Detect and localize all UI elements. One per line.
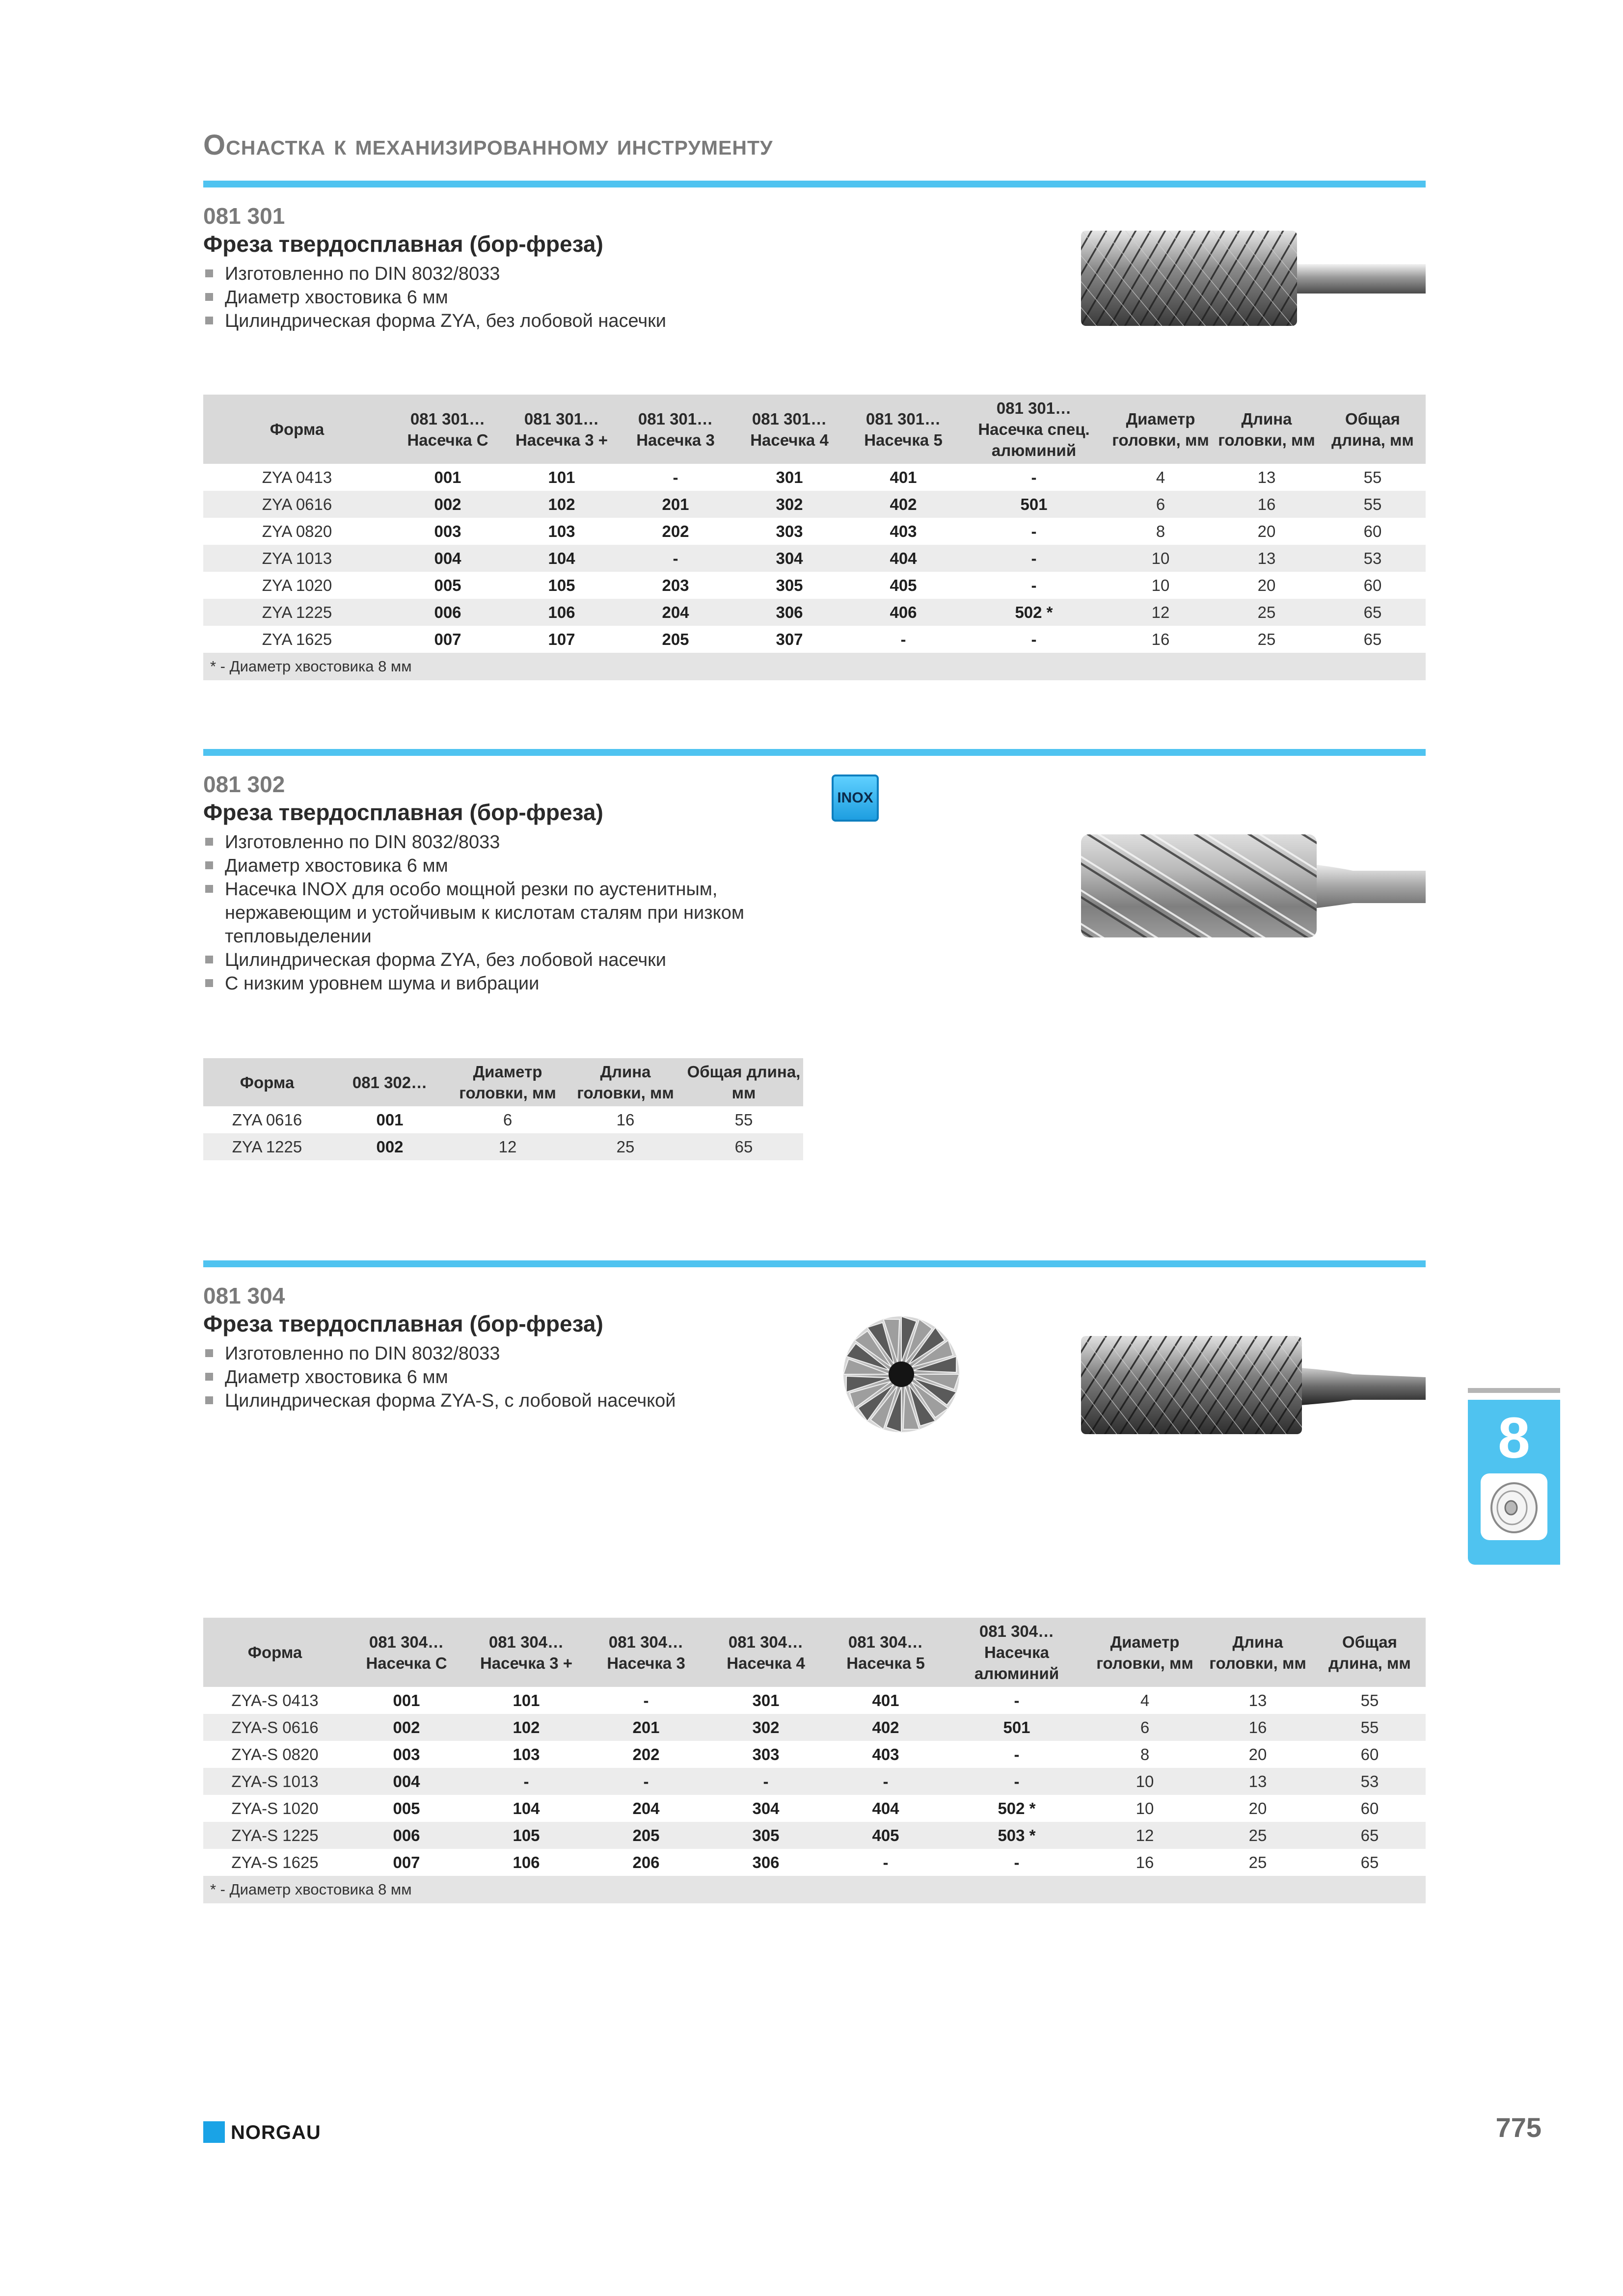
table-cell: 60 — [1360, 1745, 1379, 1763]
feature-list — [203, 1342, 768, 1413]
table-cell: - — [1031, 630, 1037, 648]
feature-item: Диаметр хвостовика 6 мм — [203, 1365, 768, 1389]
table-cell: 25 — [1248, 1853, 1267, 1871]
column-header: 081 301… Насечка спец. алюминий — [960, 395, 1108, 464]
column-header: Форма — [203, 395, 391, 464]
form-cell: ZYA-S 1225 — [203, 1822, 347, 1849]
table-cell: 25 — [1214, 599, 1320, 626]
form-cell: ZYA-S 1020 — [231, 1799, 319, 1817]
feature-item: Изготовленно по DIN 8032/8033 — [203, 1342, 768, 1365]
feature-list — [203, 830, 768, 995]
table-cell: 306 — [752, 1853, 780, 1871]
table-cell: 206 — [632, 1853, 660, 1871]
table-header-row — [203, 395, 1426, 464]
table-cell: 55 — [1314, 1714, 1426, 1741]
spec-table-081302 — [203, 1058, 803, 1160]
brand-square-icon — [203, 2121, 225, 2143]
table-cell: 302 — [706, 1714, 826, 1741]
form-cell: ZYA-S 1013 — [203, 1768, 347, 1795]
table-cell: - — [1014, 1691, 1020, 1709]
table-cell: 501 — [960, 491, 1108, 518]
column-header: 081 301… Насечка 4 — [732, 395, 846, 464]
table-cell: 53 — [1314, 1768, 1426, 1795]
column-header: Общая длина, мм — [684, 1058, 803, 1106]
table-cell: 16 — [1202, 1714, 1314, 1741]
carbide-burr-inox-image — [1078, 829, 1426, 942]
feature-item: Цилиндрическая форма ZYA, без лобовой насечки — [203, 948, 768, 972]
form-cell: ZYA-S 0413 — [231, 1691, 319, 1709]
table-cell: 55 — [1363, 468, 1382, 486]
form-cell: ZYA 0616 — [232, 1110, 302, 1129]
table-cell: 305 — [776, 576, 803, 594]
table-cell: 301 — [752, 1691, 780, 1709]
table-cell: 60 — [1360, 1799, 1379, 1817]
table-cell: 6 — [1108, 491, 1214, 518]
table-cell: 6 — [1088, 1714, 1202, 1741]
feature-item: Изготовленно по DIN 8032/8033 — [203, 830, 768, 854]
form-cell: ZYA 1020 — [262, 576, 332, 594]
table-cell: 55 — [1320, 491, 1426, 518]
table-cell: 12 — [449, 1133, 567, 1160]
feature-item: Диаметр хвостовика 6 мм — [203, 854, 768, 878]
table-cell: - — [826, 1768, 946, 1795]
table-cell: 104 — [513, 1799, 540, 1817]
form-cell: ZYA 0616 — [203, 491, 391, 518]
form-cell: ZYA 1013 — [203, 545, 391, 572]
table-cell: - — [1031, 576, 1037, 594]
table-cell: 001 — [434, 468, 461, 486]
column-header: 081 301… Насечка 3 + — [505, 395, 619, 464]
column-header: Длина головки, мм — [1202, 1618, 1314, 1687]
table-row — [203, 626, 1426, 653]
table-footnote: * - Диаметр хвостовика 8 мм — [203, 653, 1426, 680]
table-cell: 405 — [826, 1822, 946, 1849]
inox-badge: INOX — [832, 774, 879, 822]
chapter-tab[interactable] — [1468, 1400, 1560, 1565]
form-cell: ZYA 0413 — [262, 468, 332, 486]
table-cell: 305 — [706, 1822, 826, 1849]
table-cell: 002 — [391, 491, 505, 518]
table-cell: 104 — [505, 545, 619, 572]
column-header: 081 304… Насечка 3 — [586, 1618, 706, 1687]
section-divider — [203, 181, 1426, 187]
table-cell: 106 — [513, 1853, 540, 1871]
column-header: Длина головки, мм — [567, 1058, 684, 1106]
table-cell: 13 — [1202, 1768, 1314, 1795]
table-cell: 106 — [505, 599, 619, 626]
form-cell: ZYA 1225 — [203, 599, 391, 626]
table-cell: 25 — [1257, 630, 1276, 648]
table-cell: 203 — [662, 576, 689, 594]
table-cell: 402 — [846, 491, 960, 518]
column-header: 081 304… Насечка С — [347, 1618, 466, 1687]
table-row — [203, 1795, 1426, 1822]
table-cell: - — [643, 1691, 649, 1709]
table-cell: 202 — [662, 522, 689, 540]
table-cell: 10 — [1136, 1799, 1154, 1817]
table-cell: 65 — [1360, 1853, 1379, 1871]
feature-item: Диаметр хвостовика 6 мм — [203, 286, 768, 309]
column-header: 081 301… Насечка 3 — [619, 395, 732, 464]
table-cell: 304 — [732, 545, 846, 572]
table-cell: 302 — [732, 491, 846, 518]
feature-item: Цилиндрическая форма ZYA-S, с лобовой насечкой — [203, 1389, 768, 1413]
table-cell: 65 — [1314, 1822, 1426, 1849]
table-cell: - — [900, 630, 906, 648]
table-cell: 13 — [1214, 545, 1320, 572]
table-cell: 16 — [616, 1110, 635, 1129]
form-cell: ZYA 1625 — [262, 630, 332, 648]
table-cell: 13 — [1248, 1691, 1267, 1709]
form-cell: ZYA-S 0820 — [231, 1745, 319, 1763]
table-cell: 25 — [1202, 1822, 1314, 1849]
table-row — [203, 491, 1426, 518]
column-header: Диаметр головки, мм — [1088, 1618, 1202, 1687]
table-cell: 102 — [466, 1714, 586, 1741]
table-cell: 005 — [393, 1799, 420, 1817]
column-header: Форма — [203, 1618, 347, 1687]
table-cell: 303 — [776, 522, 803, 540]
table-cell: - — [673, 468, 678, 486]
table-cell: 12 — [1088, 1822, 1202, 1849]
table-row — [203, 1741, 1426, 1768]
form-cell: ZYA 1225 — [203, 1133, 331, 1160]
table-cell: 004 — [347, 1768, 466, 1795]
table-cell: - — [706, 1768, 826, 1795]
form-cell: ZYA-S 0616 — [203, 1714, 347, 1741]
table-cell: 307 — [776, 630, 803, 648]
chapter-tab-divider — [1468, 1388, 1560, 1393]
table-cell: 201 — [586, 1714, 706, 1741]
carbide-burr-zyas-image — [1078, 1331, 1426, 1439]
form-cell: ZYA 0820 — [262, 522, 332, 540]
table-cell: 8 — [1156, 522, 1165, 540]
table-cell: 65 — [684, 1133, 803, 1160]
section-divider — [203, 1260, 1426, 1267]
table-cell: 25 — [567, 1133, 684, 1160]
product-code: 081 304 — [203, 1283, 285, 1308]
table-cell: - — [1014, 1745, 1020, 1763]
table-row — [203, 1687, 1426, 1714]
table-cell: 404 — [872, 1799, 899, 1817]
table-cell: 103 — [548, 522, 575, 540]
product-title: Фреза твердосплавная (бор-фреза) — [203, 800, 603, 825]
table-cell: 304 — [752, 1799, 780, 1817]
table-cell: 8 — [1140, 1745, 1150, 1763]
table-cell: 20 — [1248, 1745, 1267, 1763]
table-cell: 10 — [1088, 1768, 1202, 1795]
table-cell: 101 — [548, 468, 575, 486]
table-cell: 202 — [632, 1745, 660, 1763]
table-cell: 12 — [1108, 599, 1214, 626]
grinding-disc-icon — [1481, 1473, 1547, 1540]
table-cell: 004 — [391, 545, 505, 572]
table-cell: 4 — [1156, 468, 1165, 486]
table-cell: 201 — [619, 491, 732, 518]
column-header: Диаметр головки, мм — [449, 1058, 567, 1106]
table-cell: 402 — [826, 1714, 946, 1741]
column-header: 081 304… Насечка 4 — [706, 1618, 826, 1687]
feature-item: С низким уровнем шума и вибрации — [203, 972, 768, 995]
table-cell: 65 — [1320, 599, 1426, 626]
table-cell: 55 — [1360, 1691, 1379, 1709]
column-header: 081 301… Насечка С — [391, 395, 505, 464]
table-cell: 105 — [466, 1822, 586, 1849]
brand-name: NORGAU — [231, 2122, 321, 2143]
table-cell: 401 — [890, 468, 917, 486]
table-cell: 303 — [752, 1745, 780, 1763]
table-cell: 13 — [1257, 468, 1276, 486]
table-cell: 6 — [503, 1110, 513, 1129]
table-cell: 65 — [1363, 630, 1382, 648]
table-cell: 001 — [376, 1110, 404, 1129]
table-cell: 102 — [505, 491, 619, 518]
product-title: Фреза твердосплавная (бор-фреза) — [203, 231, 603, 257]
spec-table-081304 — [203, 1618, 1426, 1903]
table-cell: 55 — [734, 1110, 753, 1129]
table-cell: - — [586, 1768, 706, 1795]
table-cell: 406 — [846, 599, 960, 626]
table-cell: 16 — [1214, 491, 1320, 518]
table-cell: 204 — [619, 599, 732, 626]
table-cell: 007 — [393, 1853, 420, 1871]
feature-list — [203, 262, 768, 333]
table-cell: 53 — [1320, 545, 1426, 572]
table-cell: 503 * — [946, 1822, 1088, 1849]
page-number: 775 — [1495, 2112, 1542, 2143]
table-cell: 20 — [1257, 522, 1276, 540]
column-header: Общая длина, мм — [1320, 395, 1426, 464]
table-row — [203, 572, 1426, 599]
table-row — [203, 1822, 1426, 1849]
table-cell: 501 — [946, 1714, 1088, 1741]
table-row — [203, 599, 1426, 626]
table-cell: - — [1014, 1853, 1020, 1871]
table-cell: 204 — [632, 1799, 660, 1817]
table-cell: 403 — [872, 1745, 899, 1763]
table-cell: - — [1031, 522, 1037, 540]
table-cell: - — [619, 545, 732, 572]
table-cell: 404 — [846, 545, 960, 572]
feature-item: Цилиндрическая форма ZYA, без лобовой насечки — [203, 309, 768, 333]
product-title: Фреза твердосплавная (бор-фреза) — [203, 1311, 603, 1336]
table-cell: - — [946, 1768, 1088, 1795]
table-cell: - — [883, 1853, 889, 1871]
table-cell: 002 — [347, 1714, 466, 1741]
table-cell: 502 * — [998, 1799, 1036, 1817]
column-header: Длина головки, мм — [1214, 395, 1320, 464]
column-header: 081 304… Насечка алюминий — [946, 1618, 1088, 1687]
table-cell: - — [960, 545, 1108, 572]
chapter-number: 8 — [1498, 1406, 1530, 1470]
table-row — [203, 1714, 1426, 1741]
table-cell: 103 — [513, 1745, 540, 1763]
table-cell: 403 — [890, 522, 917, 540]
table-row — [203, 1106, 803, 1133]
table-header-row — [203, 1618, 1426, 1687]
carbide-burr-zya-image — [1078, 227, 1426, 330]
table-cell: 405 — [890, 576, 917, 594]
table-cell: 107 — [548, 630, 575, 648]
burr-end-face-image — [838, 1310, 965, 1438]
spec-table-081301 — [203, 395, 1426, 680]
column-header: 081 302… — [331, 1058, 449, 1106]
table-cell: 60 — [1363, 522, 1382, 540]
table-row — [203, 518, 1426, 545]
table-row — [203, 1849, 1426, 1876]
form-cell: ZYA-S 1625 — [231, 1853, 319, 1871]
table-cell: 20 — [1257, 576, 1276, 594]
table-row — [203, 1768, 1426, 1795]
table-cell: 4 — [1140, 1691, 1150, 1709]
section-divider — [203, 749, 1426, 756]
table-footnote: * - Диаметр хвостовика 8 мм — [203, 1876, 1426, 1903]
table-cell: 10 — [1108, 545, 1214, 572]
table-cell: 003 — [393, 1745, 420, 1763]
table-cell: 003 — [434, 522, 461, 540]
column-header: Форма — [203, 1058, 331, 1106]
column-header: 081 301… Насечка 5 — [846, 395, 960, 464]
table-cell: 20 — [1248, 1799, 1267, 1817]
table-row — [203, 1133, 803, 1160]
table-cell: 205 — [662, 630, 689, 648]
page-title: Оснастка к механизированному инструменту — [203, 129, 773, 161]
table-cell: 006 — [391, 599, 505, 626]
table-cell: 16 — [1151, 630, 1170, 648]
table-cell: - — [466, 1768, 586, 1795]
product-code: 081 301 — [203, 203, 285, 229]
table-cell: 306 — [732, 599, 846, 626]
feature-item: Изготовленно по DIN 8032/8033 — [203, 262, 768, 286]
column-header: Диаметр головки, мм — [1108, 395, 1214, 464]
table-cell: 301 — [776, 468, 803, 486]
column-header: 081 304… Насечка 5 — [826, 1618, 946, 1687]
product-code: 081 302 — [203, 772, 285, 797]
table-cell: 101 — [513, 1691, 540, 1709]
table-row — [203, 545, 1426, 572]
column-header: Общая длина, мм — [1314, 1618, 1426, 1687]
table-cell: 002 — [331, 1133, 449, 1160]
table-cell: - — [1031, 468, 1037, 486]
table-cell: 16 — [1136, 1853, 1154, 1871]
table-cell: 401 — [872, 1691, 899, 1709]
table-cell: 006 — [347, 1822, 466, 1849]
table-cell: 502 * — [960, 599, 1108, 626]
table-row — [203, 464, 1426, 491]
feature-item: Насечка INOX для особо мощной резки по аустенитным, нержавеющим и устойчивым к кислотам сталям при низком тепловыделении — [203, 878, 768, 948]
table-cell: 205 — [586, 1822, 706, 1849]
table-cell: 10 — [1151, 576, 1170, 594]
column-header: 081 304… Насечка 3 + — [466, 1618, 586, 1687]
table-header-row — [203, 1058, 803, 1106]
table-cell: 60 — [1363, 576, 1382, 594]
table-cell: 007 — [434, 630, 461, 648]
table-cell: 105 — [548, 576, 575, 594]
table-cell: 005 — [434, 576, 461, 594]
table-cell: 001 — [393, 1691, 420, 1709]
